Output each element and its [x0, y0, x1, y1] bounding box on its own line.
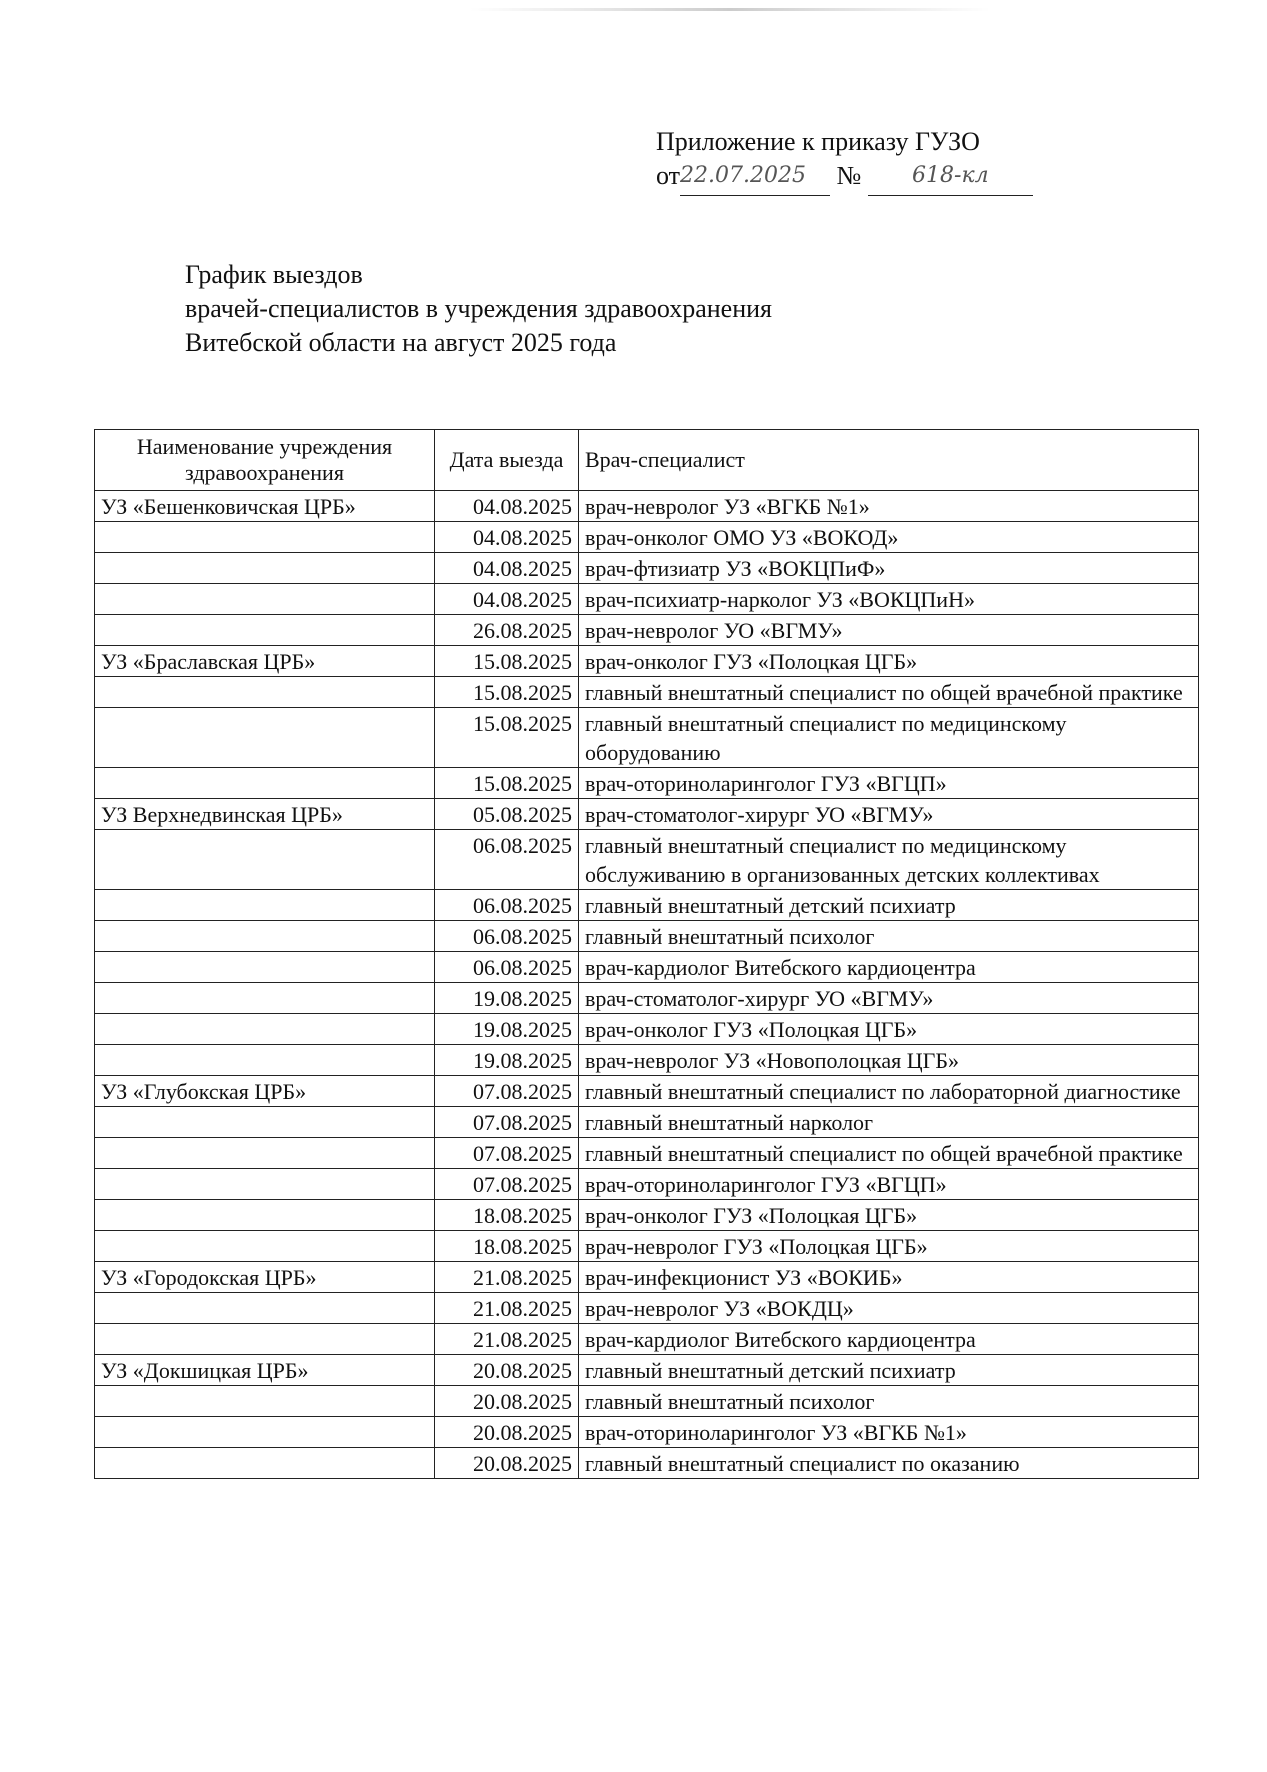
table-row — [95, 921, 1199, 952]
date-cell: 06.08.2025 — [435, 921, 579, 952]
table-row — [95, 1262, 1199, 1293]
institution-cell-empty — [95, 615, 435, 646]
institution-cell-empty — [95, 1138, 435, 1169]
document-title — [185, 258, 772, 360]
table-row — [95, 553, 1199, 584]
date-cell: 07.08.2025 — [435, 1107, 579, 1138]
institution-cell-empty — [95, 1386, 435, 1417]
table-row — [95, 983, 1199, 1014]
specialist-cell: главный внештатный специалист по медицинскому оборудованию — [579, 708, 1199, 768]
table-row — [95, 522, 1199, 553]
header-specialist: Врач-специалист — [579, 430, 1199, 491]
appendix-date-number-line — [656, 159, 1033, 193]
specialist-cell: врач-стоматолог-хирург УО «ВГМУ» — [579, 983, 1199, 1014]
date-cell: 06.08.2025 — [435, 890, 579, 921]
date-cell: 20.08.2025 — [435, 1386, 579, 1417]
date-cell: 21.08.2025 — [435, 1293, 579, 1324]
table-header-row — [95, 430, 1199, 491]
date-cell: 15.08.2025 — [435, 677, 579, 708]
specialist-cell: врач-невролог УЗ «ВГКБ №1» — [579, 491, 1199, 522]
date-cell: 20.08.2025 — [435, 1355, 579, 1386]
date-cell: 07.08.2025 — [435, 1076, 579, 1107]
table-row — [95, 1231, 1199, 1262]
institution-cell: УЗ «Докшицкая ЦРБ» — [95, 1355, 435, 1386]
institution-cell-empty — [95, 1169, 435, 1200]
appendix-header — [656, 125, 1033, 193]
table-row — [95, 1293, 1199, 1324]
specialist-cell: врач-онколог ГУЗ «Полоцкая ЦГБ» — [579, 646, 1199, 677]
institution-cell: УЗ Верхнедвинская ЦРБ» — [95, 799, 435, 830]
date-cell: 04.08.2025 — [435, 584, 579, 615]
date-cell: 07.08.2025 — [435, 1138, 579, 1169]
table-row — [95, 1386, 1199, 1417]
table-row — [95, 1417, 1199, 1448]
date-cell: 18.08.2025 — [435, 1200, 579, 1231]
schedule-body — [95, 491, 1199, 1479]
scan-edge-mark — [470, 8, 990, 11]
date-cell: 05.08.2025 — [435, 799, 579, 830]
specialist-cell: главный внештатный специалист по оказанию — [579, 1448, 1199, 1479]
title-line-1: График выездов — [185, 260, 363, 289]
specialist-cell: врач-оториноларинголог ГУЗ «ВГЦП» — [579, 1169, 1199, 1200]
institution-cell: УЗ «Городокская ЦРБ» — [95, 1262, 435, 1293]
institution-cell: УЗ «Глубокская ЦРБ» — [95, 1076, 435, 1107]
date-cell: 06.08.2025 — [435, 830, 579, 890]
date-field — [680, 159, 830, 196]
table-row — [95, 708, 1199, 768]
specialist-cell: главный внештатный психолог — [579, 1386, 1199, 1417]
specialist-cell: врач-психиатр-нарколог УЗ «ВОКЦПиН» — [579, 584, 1199, 615]
specialist-cell: главный внештатный специалист по общей врачебной практике — [579, 1138, 1199, 1169]
table-row — [95, 1076, 1199, 1107]
table-row — [95, 1169, 1199, 1200]
date-cell: 19.08.2025 — [435, 1045, 579, 1076]
table-row — [95, 1355, 1199, 1386]
institution-cell-empty — [95, 921, 435, 952]
date-cell: 19.08.2025 — [435, 1014, 579, 1045]
institution-cell-empty — [95, 708, 435, 768]
table-row — [95, 1107, 1199, 1138]
table-row — [95, 1448, 1199, 1479]
specialist-cell: главный внештатный специалист по общей врачебной практике — [579, 677, 1199, 708]
institution-cell-empty — [95, 1045, 435, 1076]
specialist-cell: врач-онколог ГУЗ «Полоцкая ЦГБ» — [579, 1200, 1199, 1231]
number-field — [868, 159, 1033, 196]
number-label: № — [836, 161, 862, 190]
specialist-cell: врач-оториноларинголог ГУЗ «ВГЦП» — [579, 768, 1199, 799]
specialist-cell: врач-кардиолог Витебского кардиоцентра — [579, 952, 1199, 983]
institution-cell: УЗ «Браславская ЦРБ» — [95, 646, 435, 677]
specialist-cell: главный внештатный детский психиатр — [579, 1355, 1199, 1386]
institution-cell-empty — [95, 830, 435, 890]
specialist-cell: врач-невролог УЗ «ВОКДЦ» — [579, 1293, 1199, 1324]
table-row — [95, 1014, 1199, 1045]
date-cell: 15.08.2025 — [435, 708, 579, 768]
table-row — [95, 1200, 1199, 1231]
date-cell: 18.08.2025 — [435, 1231, 579, 1262]
handwritten-date: 22.07.2025 — [680, 163, 806, 188]
table-row — [95, 584, 1199, 615]
institution-cell-empty — [95, 768, 435, 799]
date-cell: 20.08.2025 — [435, 1417, 579, 1448]
institution-cell-empty — [95, 1107, 435, 1138]
date-cell: 06.08.2025 — [435, 952, 579, 983]
title-line-2: врачей-специалистов в учреждения здравоохранения — [185, 294, 772, 323]
handwritten-number: 618-кл — [912, 163, 989, 188]
date-cell: 19.08.2025 — [435, 983, 579, 1014]
institution-cell-empty — [95, 1014, 435, 1045]
date-cell: 21.08.2025 — [435, 1324, 579, 1355]
table-row — [95, 677, 1199, 708]
table-row — [95, 1324, 1199, 1355]
specialist-cell: врач-инфекционист УЗ «ВОКИБ» — [579, 1262, 1199, 1293]
table-row — [95, 830, 1199, 890]
institution-cell-empty — [95, 890, 435, 921]
specialist-cell: врач-невролог УЗ «Новополоцкая ЦГБ» — [579, 1045, 1199, 1076]
table-row — [95, 646, 1199, 677]
header-date: Дата выезда — [435, 430, 579, 491]
institution-cell-empty — [95, 1231, 435, 1262]
table-row — [95, 890, 1199, 921]
table-row — [95, 799, 1199, 830]
table-row — [95, 1045, 1199, 1076]
header-institution: Наименование учреждения здравоохранения — [95, 430, 435, 491]
specialist-cell: врач-онколог ГУЗ «Полоцкая ЦГБ» — [579, 1014, 1199, 1045]
institution-cell-empty — [95, 952, 435, 983]
specialist-cell: врач-кардиолог Витебского кардиоцентра — [579, 1324, 1199, 1355]
specialist-cell: врач-фтизиатр УЗ «ВОКЦПиФ» — [579, 553, 1199, 584]
date-cell: 04.08.2025 — [435, 553, 579, 584]
institution-cell-empty — [95, 1324, 435, 1355]
institution-cell-empty — [95, 1417, 435, 1448]
institution-cell-empty — [95, 677, 435, 708]
specialist-cell: врач-онколог ОМО УЗ «ВОКОД» — [579, 522, 1199, 553]
schedule-table — [94, 429, 1199, 1479]
from-label: от — [656, 161, 681, 190]
specialist-cell: врач-невролог УО «ВГМУ» — [579, 615, 1199, 646]
specialist-cell: врач-невролог ГУЗ «Полоцкая ЦГБ» — [579, 1231, 1199, 1262]
specialist-cell: главный внештатный специалист по лабораторной диагностике — [579, 1076, 1199, 1107]
specialist-cell: главный внештатный психолог — [579, 921, 1199, 952]
table-row — [95, 1138, 1199, 1169]
institution-cell-empty — [95, 1200, 435, 1231]
specialist-cell: врач-оториноларинголог УЗ «ВГКБ №1» — [579, 1417, 1199, 1448]
date-cell: 07.08.2025 — [435, 1169, 579, 1200]
date-cell: 15.08.2025 — [435, 646, 579, 677]
title-line-3: Витебской области на август 2025 года — [185, 328, 617, 357]
specialist-cell: врач-стоматолог-хирург УО «ВГМУ» — [579, 799, 1199, 830]
table-row — [95, 615, 1199, 646]
specialist-cell: главный внештатный специалист по медицинскому обслуживанию в организованных детских коллективах — [579, 830, 1199, 890]
table-row — [95, 491, 1199, 522]
institution-cell-empty — [95, 983, 435, 1014]
institution-cell: УЗ «Бешенковичская ЦРБ» — [95, 491, 435, 522]
specialist-cell: главный внештатный нарколог — [579, 1107, 1199, 1138]
institution-cell-empty — [95, 522, 435, 553]
institution-cell-empty — [95, 553, 435, 584]
appendix-title: Приложение к приказу ГУЗО — [656, 127, 980, 156]
date-cell: 21.08.2025 — [435, 1262, 579, 1293]
table-row — [95, 952, 1199, 983]
date-cell: 15.08.2025 — [435, 768, 579, 799]
institution-cell-empty — [95, 1293, 435, 1324]
table-row — [95, 768, 1199, 799]
date-cell: 26.08.2025 — [435, 615, 579, 646]
date-cell: 20.08.2025 — [435, 1448, 579, 1479]
date-cell: 04.08.2025 — [435, 522, 579, 553]
institution-cell-empty — [95, 1448, 435, 1479]
institution-cell-empty — [95, 584, 435, 615]
specialist-cell: главный внештатный детский психиатр — [579, 890, 1199, 921]
date-cell: 04.08.2025 — [435, 491, 579, 522]
